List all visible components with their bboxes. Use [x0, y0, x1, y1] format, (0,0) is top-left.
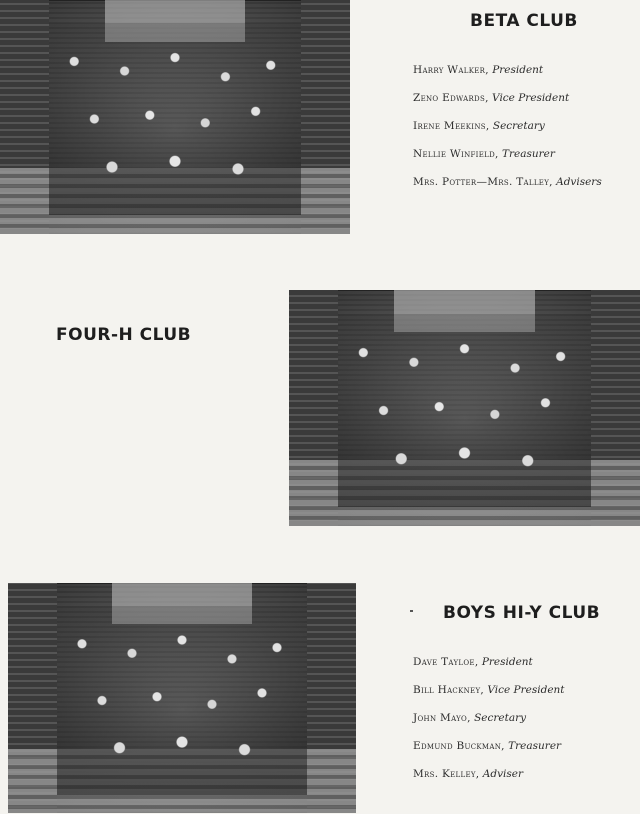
officer-name: Mrs. Kelley,	[413, 768, 480, 780]
beta-club-officers	[413, 56, 602, 196]
hi-y-club-officers	[413, 648, 565, 788]
officer-role: Advisers	[556, 176, 602, 188]
officer-name: Irene Meekins,	[413, 120, 490, 132]
officer-row	[413, 732, 565, 760]
officer-row	[413, 648, 565, 676]
officer-name: Mrs. Potter—Mrs. Talley,	[413, 176, 553, 188]
officer-role: Adviser	[482, 768, 523, 780]
officer-name: Edmund Buckman,	[413, 740, 505, 752]
officer-role: Secretary	[474, 712, 527, 724]
officer-row	[413, 676, 565, 704]
officer-role: Secretary	[492, 120, 545, 132]
officer-role: Vice President	[487, 684, 565, 696]
photo-group	[49, 23, 301, 215]
officer-row	[413, 56, 602, 84]
photo-group	[338, 314, 591, 508]
officer-name: Zeno Edwards,	[413, 92, 489, 104]
four-h-club-photo	[289, 290, 640, 526]
officer-row	[413, 168, 602, 196]
hi-y-club-title: BOYS HI-Y CLUB	[443, 603, 601, 623]
hi-y-club-photo	[8, 583, 356, 813]
officer-name: John Mayo,	[413, 712, 471, 724]
beta-club-title: BETA CLUB	[470, 11, 578, 31]
stray-mark	[410, 610, 413, 612]
officer-name: Nellie Winfield,	[413, 148, 499, 160]
officer-name: Harry Walker,	[413, 64, 489, 76]
photo-group	[57, 606, 308, 795]
officer-role: President	[481, 656, 533, 668]
officer-row	[413, 112, 602, 140]
officer-name: Bill Hackney,	[413, 684, 485, 696]
officer-role: Treasurer	[508, 740, 562, 752]
four-h-club-title: FOUR-H CLUB	[56, 325, 192, 345]
officer-role: Treasurer	[501, 148, 555, 160]
officer-role: President	[492, 64, 544, 76]
officer-role: Vice President	[492, 92, 570, 104]
beta-club-photo	[0, 0, 350, 234]
officer-row	[413, 84, 602, 112]
officer-row	[413, 704, 565, 732]
officer-row	[413, 140, 602, 168]
officer-row	[413, 760, 565, 788]
officer-name: Dave Tayloe,	[413, 656, 479, 668]
